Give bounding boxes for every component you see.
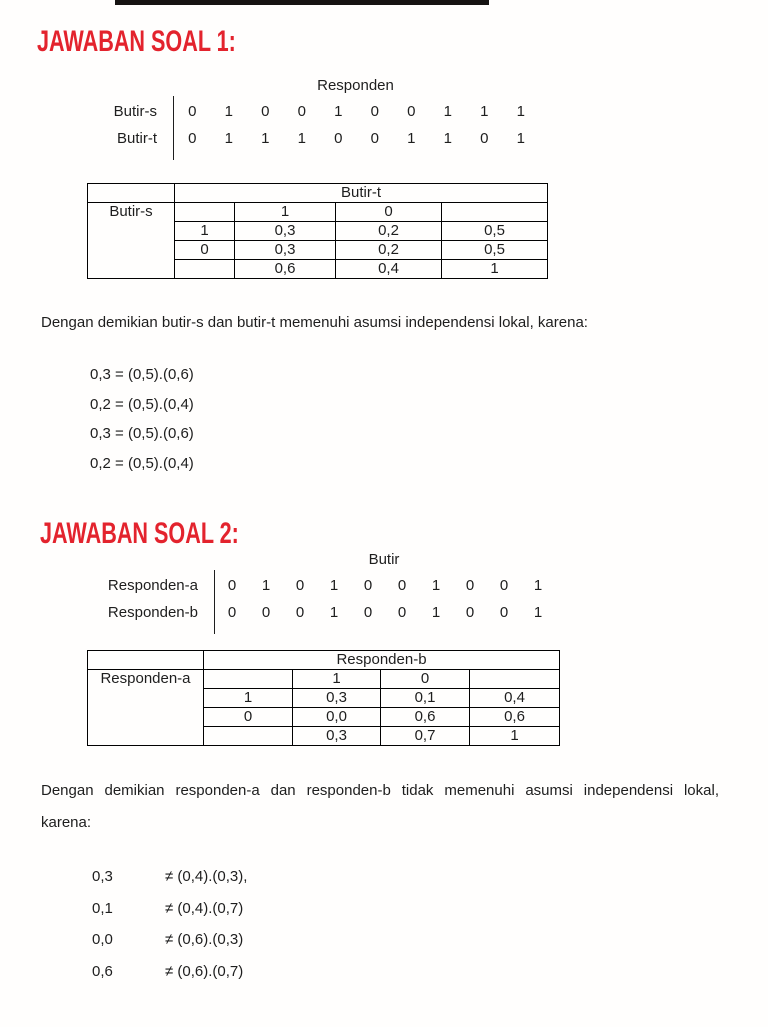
matrix-axis-label: Butir (368, 551, 400, 568)
equation (92, 893, 247, 925)
matrix-value: 1 (224, 130, 233, 147)
table-row (88, 184, 548, 203)
table-cell: 1 (470, 727, 560, 746)
equation (92, 956, 247, 988)
matrix-row-label: Responden-b (107, 604, 198, 621)
cropped-text-fragment (115, 0, 489, 5)
matrix-value: 0 (363, 604, 373, 621)
section2-equations (92, 861, 247, 988)
table-cell: 0,5 (442, 222, 548, 241)
table-cell: 0,6 (235, 260, 336, 279)
matrix-value: 1 (297, 130, 306, 147)
matrix-value: 0 (295, 577, 305, 594)
table-cell (470, 670, 560, 689)
table-cell: 0,4 (470, 689, 560, 708)
matrix-value: 0 (370, 103, 379, 120)
table-cell: 1 (235, 203, 336, 222)
table-cell: 0 (175, 241, 235, 260)
matrix-value: 0 (297, 103, 306, 120)
table-row (88, 651, 560, 670)
matrix-value: 0 (465, 604, 475, 621)
section1-heading: JAWABAN SOAL 1: (37, 25, 236, 58)
matrix-row-values (215, 599, 555, 626)
table-row (88, 203, 548, 222)
matrix-value: 1 (443, 130, 452, 147)
table-cell: 0 (204, 708, 293, 727)
matrix-value: 1 (224, 103, 233, 120)
section1-equations (90, 360, 194, 478)
matrix-value: 1 (261, 130, 270, 147)
corner-cell (88, 184, 175, 203)
matrix-value: 0 (261, 103, 270, 120)
table-cell (204, 727, 293, 746)
table-cell: 0 (381, 670, 470, 689)
equation-right: ≠ (0,6).(0,7) (165, 963, 244, 981)
matrix-value: 1 (431, 577, 441, 594)
table-cell: 0,3 (293, 689, 381, 708)
matrix-value: 0 (370, 130, 379, 147)
matrix-value: 1 (533, 577, 543, 594)
section2-conclusion (41, 781, 719, 833)
matrix-value: 0 (397, 577, 407, 594)
item-response-matrix-1 (0, 76, 539, 160)
conclusion-line2: karena: (41, 814, 92, 831)
matrix-value: 0 (334, 130, 343, 147)
contingency-table-1 (87, 183, 548, 279)
matrix-value: 0 (499, 604, 509, 621)
matrix-axis-label: Responden (317, 77, 394, 94)
matrix-value: 0 (188, 130, 197, 147)
matrix-value: 0 (363, 577, 373, 594)
item-response-matrix-2 (0, 550, 555, 634)
equation-right: ≠ (0,6).(0,3) (165, 931, 244, 949)
matrix-values-block (173, 96, 539, 160)
table-cell: 1 (293, 670, 381, 689)
matrix-value: 0 (407, 103, 416, 120)
matrix-value: 0 (188, 103, 197, 120)
matrix-value: 0 (465, 577, 475, 594)
table-cell: 0,1 (381, 689, 470, 708)
matrix-value: 0 (227, 577, 237, 594)
table-cell: 0,0 (293, 708, 381, 727)
matrix-value: 0 (397, 604, 407, 621)
contingency-table-2 (87, 650, 560, 746)
matrix-value: 1 (480, 103, 489, 120)
equation-left: 0,0 (92, 931, 113, 949)
table-cell: 0,7 (381, 727, 470, 746)
table-cell: 1 (204, 689, 293, 708)
equation-right: ≠ (0,4).(0,3), (165, 868, 248, 885)
section1-conclusion: Dengan demikian butir-s dan butir-t memenuhi asumsi independensi lokal, karena: (41, 314, 588, 331)
table-cell: 0,3 (235, 222, 336, 241)
matrix-value: 1 (329, 577, 339, 594)
table-cell (175, 260, 235, 279)
equation-left: 0,3 (92, 868, 113, 885)
matrix-value: 1 (431, 604, 441, 621)
col-header-cell: Butir-t (175, 184, 548, 203)
matrix-value: 1 (533, 604, 543, 621)
section2-heading: JAWABAN SOAL 2: (40, 517, 239, 550)
table-cell: 1 (442, 260, 548, 279)
table-cell: 0,4 (336, 260, 442, 279)
matrix-row-values (215, 572, 555, 599)
equation-left: 0,1 (92, 899, 113, 917)
col-header-cell: Responden-b (204, 651, 560, 670)
table-row (88, 670, 560, 689)
matrix-value: 0 (295, 604, 305, 621)
matrix-value: 1 (516, 130, 525, 147)
equation: 0,3 = (0,5).(0,6) (90, 425, 194, 442)
table-cell (175, 203, 235, 222)
equation: 0,2 = (0,5).(0,4) (90, 454, 194, 472)
matrix-value: 1 (516, 103, 525, 120)
matrix-value: 0 (261, 604, 271, 621)
matrix-row-values (174, 125, 539, 152)
corner-cell (88, 651, 204, 670)
table-cell (442, 203, 548, 222)
table-cell: 0,3 (293, 727, 381, 746)
equation (92, 861, 247, 893)
table-cell: 1 (175, 222, 235, 241)
conclusion-line1: Dengan demikian responden-a dan responden-b tidak memenuhi asumsi independensi lokal, (41, 782, 719, 799)
equation: 0,3 = (0,5).(0,6) (90, 366, 194, 383)
matrix-row-label: Butir-t (116, 130, 157, 147)
matrix-row-label: Butir-s (113, 103, 157, 120)
equation-right: ≠ (0,4).(0,7) (165, 899, 244, 917)
matrix-row-labels (0, 570, 214, 634)
matrix-value: 1 (334, 103, 343, 120)
equation: 0,2 = (0,5).(0,4) (90, 395, 194, 413)
matrix-values-block (214, 570, 555, 634)
row-header-cell: Butir-s (88, 203, 175, 279)
table-cell: 0 (336, 203, 442, 222)
table-cell: 0,6 (470, 708, 560, 727)
matrix-value: 1 (261, 577, 271, 594)
matrix-row-labels (0, 96, 173, 160)
matrix-row-label: Responden-a (107, 577, 198, 594)
matrix-value: 1 (329, 604, 339, 621)
matrix-value: 1 (443, 103, 452, 120)
table-cell: 0,6 (381, 708, 470, 727)
matrix-value: 0 (499, 577, 509, 594)
table-cell: 0,2 (336, 222, 442, 241)
table-cell (204, 670, 293, 689)
matrix-value: 1 (407, 130, 416, 147)
equation-left: 0,6 (92, 963, 113, 981)
matrix-value: 0 (227, 604, 237, 621)
table-cell: 0,3 (235, 241, 336, 260)
matrix-value: 0 (480, 130, 489, 147)
table-cell: 0,2 (336, 241, 442, 260)
matrix-row-values (174, 98, 539, 125)
equation (92, 924, 247, 956)
row-header-cell: Responden-a (88, 670, 204, 746)
table-cell: 0,5 (442, 241, 548, 260)
